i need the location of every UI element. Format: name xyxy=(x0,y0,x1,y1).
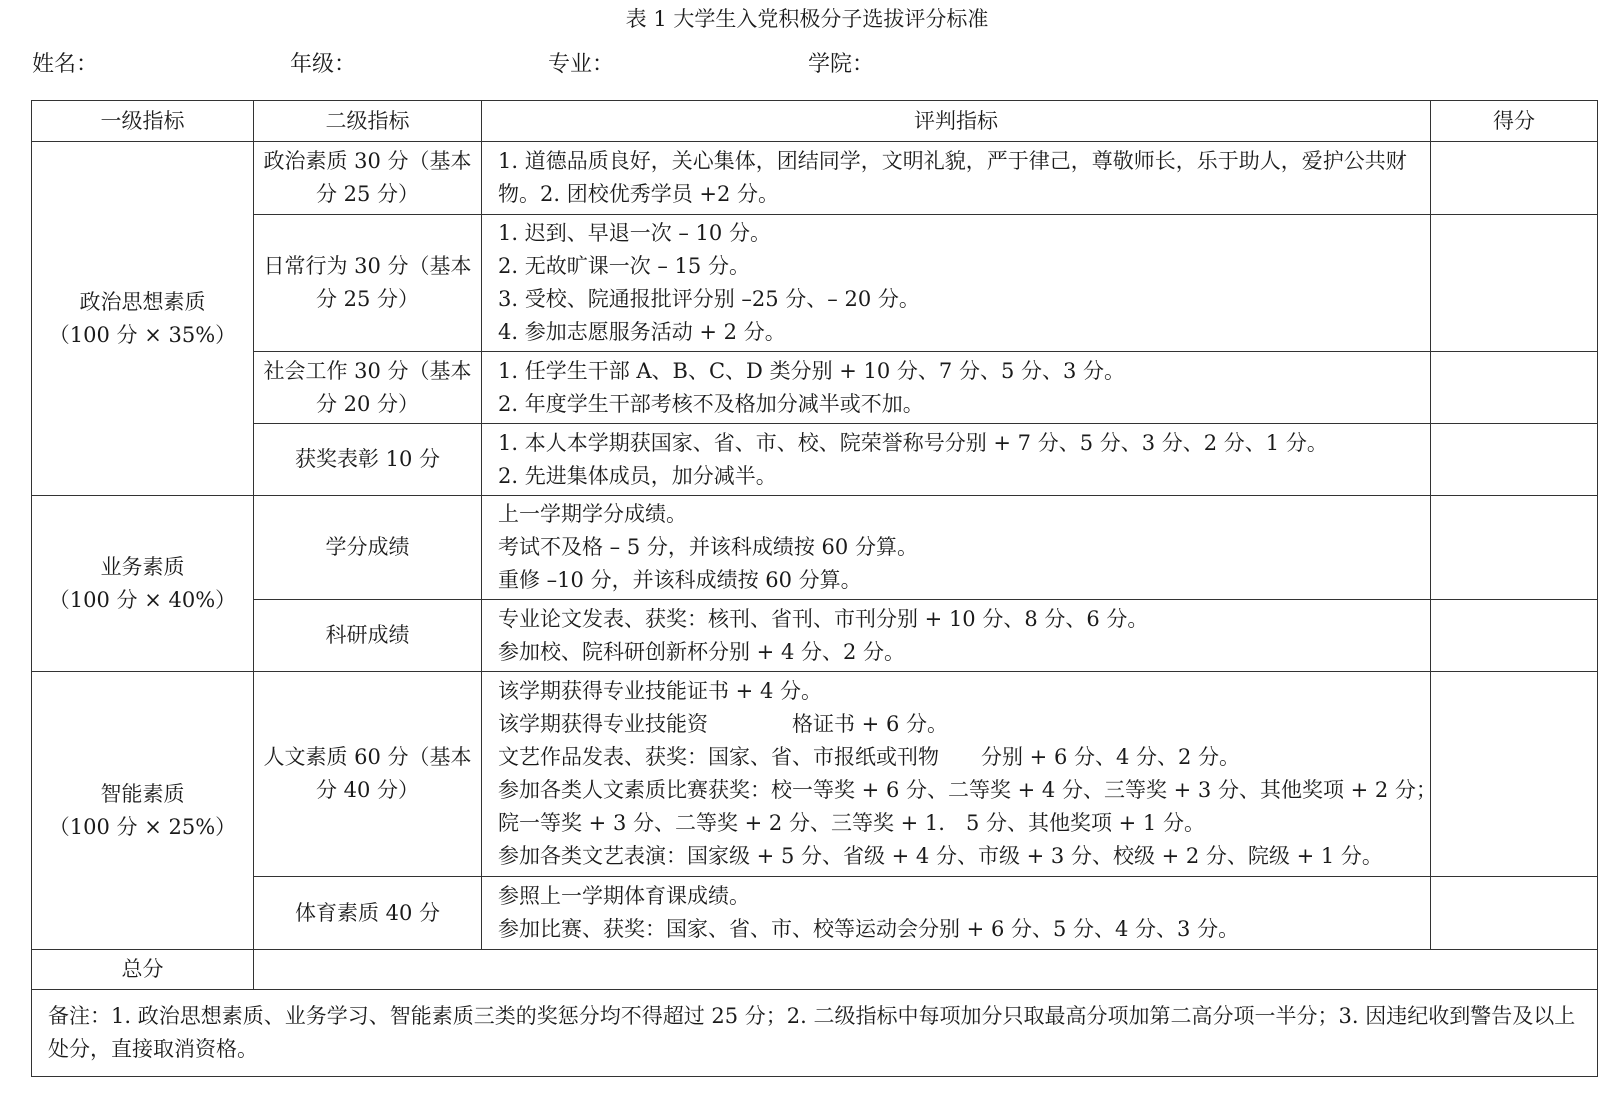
level1-weight: （100 分 × 35%） xyxy=(48,322,237,347)
score-cell[interactable] xyxy=(1431,877,1598,950)
score-cell[interactable] xyxy=(1431,672,1598,877)
level1-name: 业务素质 xyxy=(100,554,185,579)
total-score-cell[interactable] xyxy=(254,950,1598,990)
score-cell[interactable] xyxy=(1431,215,1598,352)
criteria-line: 1. 道德品质良好，关心集体，团结同学，文明礼貌，严于律己，尊敬师长，乐于助人，爱护公共财物。2. 团校优秀学员 +2 分。 xyxy=(498,149,1407,206)
header-row xyxy=(32,101,1598,142)
note-text: 备注：1. 政治思想素质、业务学习、智能素质三类的奖惩分均不得超过 25 分；2. 二级指标中每项加分只取最高分项加第二高分项一半分；3. 因违纪收到警告及以上处分，直接取消资格。 xyxy=(32,990,1598,1077)
level2-cell: 获奖表彰 10 分 xyxy=(254,424,482,496)
criteria-line: 文艺作品发表、获奖：国家、省、市报纸或刊物 分别 + 6 分、4 分、2 分。 xyxy=(498,745,1241,769)
criteria-line: 参照上一学期体育课成绩。 xyxy=(498,884,750,908)
score-cell[interactable] xyxy=(1431,352,1598,424)
scoring-table xyxy=(31,100,1598,1077)
total-label: 总分 xyxy=(32,950,254,990)
level1-professional xyxy=(32,496,254,672)
table-row xyxy=(32,496,1598,600)
criteria-line: 2. 年度学生干部考核不及格加分减半或不加。 xyxy=(498,391,924,416)
criteria-line: 2. 先进集体成员，加分减半。 xyxy=(498,463,777,488)
grade-field-label: 年级： xyxy=(290,52,357,77)
table-title: 表 1 大学生入党积极分子选拔评分标准 xyxy=(625,7,989,31)
criteria-cell xyxy=(482,142,1431,215)
level2-cell: 人文素质 60 分（基本分 40 分） xyxy=(254,672,482,877)
criteria-line: 上一学期学分成绩。 xyxy=(498,502,687,526)
criteria-line: 参加比赛、获奖：国家、省、市、校等运动会分别 + 6 分、5 分、4 分、3 分。 xyxy=(498,917,1240,941)
level2-cell: 日常行为 30 分（基本分 25 分） xyxy=(254,215,482,352)
level2-cell: 政治素质 30 分（基本分 25 分） xyxy=(254,142,482,215)
level1-political xyxy=(32,142,254,496)
level1-weight: （100 分 × 25%） xyxy=(48,814,237,839)
table-row xyxy=(32,352,1598,424)
score-cell[interactable] xyxy=(1431,496,1598,600)
header-score: 得分 xyxy=(1431,101,1598,142)
level2-cell: 科研成绩 xyxy=(254,600,482,672)
level2-cell: 学分成绩 xyxy=(254,496,482,600)
criteria-cell xyxy=(482,215,1431,352)
criteria-line: 专业论文发表、获奖：核刊、省刊、市刊分别 + 10 分、8 分、6 分。 xyxy=(498,606,1149,631)
header-level2: 二级指标 xyxy=(254,101,482,142)
criteria-line: 4. 参加志愿服务活动 + 2 分。 xyxy=(498,320,786,344)
criteria-cell xyxy=(482,672,1437,877)
criteria-line: 3. 受校、院通报批评分别 –25 分、– 20 分。 xyxy=(498,287,920,311)
criteria-line: 考试不及格 – 5 分，并该科成绩按 60 分算。 xyxy=(498,535,918,559)
score-cell[interactable] xyxy=(1431,600,1598,672)
level1-name: 智能素质 xyxy=(100,781,185,806)
criteria-cell xyxy=(482,352,1431,424)
level2-cell: 社会工作 30 分（基本分 20 分） xyxy=(254,352,482,424)
score-cell[interactable] xyxy=(1431,424,1598,496)
level1-name: 政治思想素质 xyxy=(79,289,206,314)
college-field-label: 学院： xyxy=(808,52,875,77)
major-field-label: 专业： xyxy=(548,52,615,77)
note-row xyxy=(32,990,1598,1077)
info-fields xyxy=(32,50,1592,80)
header-criteria: 评判指标 xyxy=(482,101,1431,142)
criteria-line: 重修 –10 分，并该科成绩按 60 分算。 xyxy=(498,568,862,592)
level1-intellectual xyxy=(32,672,254,950)
name-field-label: 姓名： xyxy=(32,52,99,77)
criteria-line: 参加各类文艺表演：国家级 + 5 分、省级 + 4 分、市级 + 3 分、校级 + 2 分、院级 + 1 分。 xyxy=(498,844,1383,868)
score-cell[interactable] xyxy=(1431,142,1598,215)
level1-weight: （100 分 × 40%） xyxy=(48,587,237,612)
criteria-cell xyxy=(482,496,1431,600)
table-row xyxy=(32,215,1598,352)
criteria-line: 参加各类人文素质比赛获奖：校一等奖 + 6 分、二等奖 + 4 分、三等奖 + 3 分、其他奖项 + 2 分； xyxy=(498,778,1437,802)
header-level1: 一级指标 xyxy=(32,101,254,142)
table-row xyxy=(32,877,1598,950)
table-row xyxy=(32,142,1598,215)
criteria-line: 该学期获得专业技能证书 + 4 分。 xyxy=(498,679,822,703)
criteria-line: 2. 无故旷课一次 – 15 分。 xyxy=(498,254,750,278)
criteria-line: 院一等奖 + 3 分、二等奖 + 2 分、三等奖 + 1. 5 分、其他奖项 + 1 分。 xyxy=(498,811,1205,835)
level2-cell: 体育素质 40 分 xyxy=(254,877,482,950)
table-row xyxy=(32,672,1598,877)
criteria-cell xyxy=(482,600,1431,672)
table-row xyxy=(32,600,1598,672)
total-row xyxy=(32,950,1598,990)
criteria-line: 参加校、院科研创新杯分别 + 4 分、2 分。 xyxy=(498,639,906,664)
criteria-line: 1. 任学生干部 A、B、C、D 类分别 + 10 分、7 分、5 分、3 分。 xyxy=(498,358,1126,383)
criteria-cell xyxy=(482,424,1431,496)
criteria-cell xyxy=(482,877,1431,950)
criteria-line: 1. 本人本学期获国家、省、市、校、院荣誉称号分别 + 7 分、5 分、3 分、2 分、1 分。 xyxy=(498,430,1328,455)
criteria-line: 1. 迟到、早退一次 – 10 分。 xyxy=(498,221,771,245)
criteria-line: 该学期获得专业技能资 格证书 + 6 分。 xyxy=(498,712,948,736)
table-row xyxy=(32,424,1598,496)
